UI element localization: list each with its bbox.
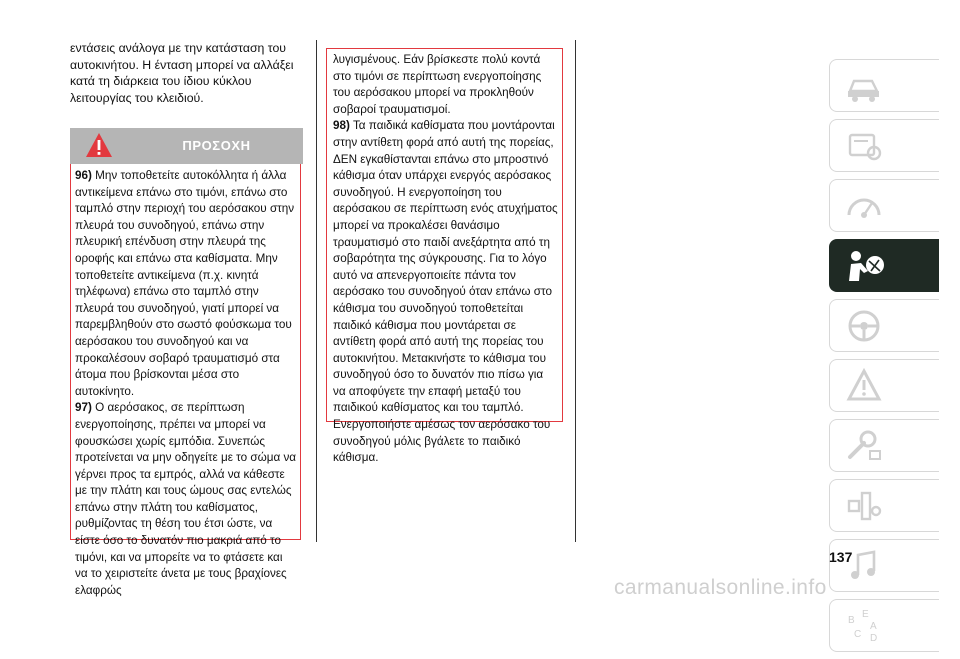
warning-box-left	[70, 164, 301, 597]
column-divider	[575, 40, 576, 542]
svg-text:D: D	[870, 633, 878, 644]
car-info-icon	[844, 67, 884, 105]
page-number: 137	[829, 549, 853, 565]
tab-safety[interactable]	[829, 239, 939, 292]
tab-index[interactable]	[829, 599, 939, 652]
tab-car-keys[interactable]	[829, 119, 939, 172]
car-keys-icon	[844, 127, 884, 165]
tab-technical-data[interactable]	[829, 479, 939, 532]
continuation-paragraph: λυγισμένους. Εάν βρίσκεστε πολύ κοντά στο τιμόνι σε περίπτωση ενεργοποίησης του αερόσακου μπορεί να προκληθούν σοβαροί τραυματισμοί.	[333, 53, 542, 116]
svg-text:B: B	[848, 615, 855, 626]
svg-text:E: E	[862, 609, 869, 620]
item-number: 96)	[75, 169, 92, 182]
item-text: Ο αερόσακος, σε περίπτωση ενεργοποίησης, πρέπει να μπορεί να φουσκώσει χωρίς εμπόδια. Συνεπώς προτείνεται να μην οδηγείτε με το σώμα να γέρνει προς τα εμπρός, αλλά να κάθεστε με την πλάτη και τους ώμους σας εντελώς επάνω στην πλάτη του καθίσματος, ρυθμίζοντας τη θέση του έτσι ώστε, να είστε όσο το δυνατόν πιο μακριά από το τιμόνι, και να μπορείτε να το φτάσετε και να το χειριστείτε άνετα με τους βραχίονες ελαφρώς	[75, 401, 297, 597]
column-divider	[316, 40, 317, 542]
item-number: 98)	[333, 119, 350, 133]
tab-dashboard[interactable]	[829, 179, 939, 232]
watermark: carmanualsonline.info	[614, 576, 827, 599]
warning-title: ΠΡΟΣΟΧΗ	[182, 138, 251, 153]
svg-text:A: A	[870, 621, 877, 632]
alphabetical-index-icon	[844, 607, 884, 645]
item-number: 97)	[75, 401, 92, 415]
tab-car-info[interactable]	[829, 59, 939, 112]
warning-item-97	[75, 400, 297, 599]
steering-wheel-icon	[844, 307, 884, 345]
chapter-sidebar	[829, 59, 939, 659]
warning-triangle-icon	[85, 132, 113, 158]
warning-item-96	[75, 168, 297, 400]
item-text: Τα παιδικά καθίσματα που μοντάρονται στην αντίθετη φορά από αυτή της πορείας, ΔΕΝ εγκαθίστανται επάνω στο μπροστινό κάθισμα όταν υπάρχει ενεργός αερόσακος συνοδηγού. Η ενεργοποίηση του αερόσακου σε περίπτωση ενός ατυχήματος μπορεί να προκαλέσει θανάσιμο τραυματισμό στο παιδί ανεξάρτητα από τη σοβαρότητα της σύγκρουσης. Για το λόγο αυτό να απενεργοποιείτε πάντα τον αερόσακο του συνοδηγού όταν επάνω στο κάθισμα του συνοδηγού τοποθετείται παιδικό κάθισμα που μοντάρεται σε αντίθετη φορά από αυτή της πορείας του αυτοκινήτου. Μετακινήστε το κάθισμα του συνοδηγού όσο το δυνατόν πιο πίσω για να αποφύγετε την επαφή μεταξύ του παιδικού καθίσματος και του ταμπλό. Ενεργοποιήστε αμέσως τον αερόσακο του συνοδηγού μόλις βγάλετε το παιδικό κάθισμα.	[333, 119, 558, 465]
tab-multimedia[interactable]	[829, 539, 939, 592]
warning-item-98	[333, 118, 558, 466]
tab-emergency[interactable]	[829, 359, 939, 412]
warning-triangle-icon	[844, 367, 884, 405]
svg-text:C: C	[854, 629, 862, 640]
warning-box-middle	[326, 48, 563, 465]
wrench-car-icon	[844, 427, 884, 465]
item-text: Μην τοποθετείτε αυτοκόλλητα ή άλλα αντικείμενα επάνω στο τιμόνι, επάνω στο ταμπλό στην περιοχή του αερόσακου στην πλευρά του συνοδηγού, επάνω στην πλευρική επένδυση στην πλευρά της οροφής και επάνω στα καθίσματα. Μην τοποθετείτε αντικείμενα (π.χ. κινητά τηλέφωνα) επάνω στο ταμπλό στην πλευρά του συνοδηγού, γιατί μπορεί να παρεμβληθούν στο σωστό φούσκωμα του αερόσακου του συνοδηγού και να προκαλέσουν σοβαρό τραυματισμό στα άτομα που βρίσκονται μέσα στο αυτοκίνητο.	[75, 169, 295, 398]
safety-airbag-icon	[844, 247, 886, 285]
intro-paragraph: εντάσεις ανάλογα με την κατάσταση του αυτοκινήτου. Η ένταση μπορεί να αλλάξει κατά τη διάρκεια του ίδιου κύκλου λειτουργίας του κλειδιού.	[70, 41, 294, 105]
warning-header	[70, 128, 303, 164]
tab-maintenance[interactable]	[829, 419, 939, 472]
tab-starting-driving[interactable]	[829, 299, 939, 352]
dashboard-gauge-icon	[844, 187, 884, 225]
technical-data-icon	[844, 487, 884, 525]
